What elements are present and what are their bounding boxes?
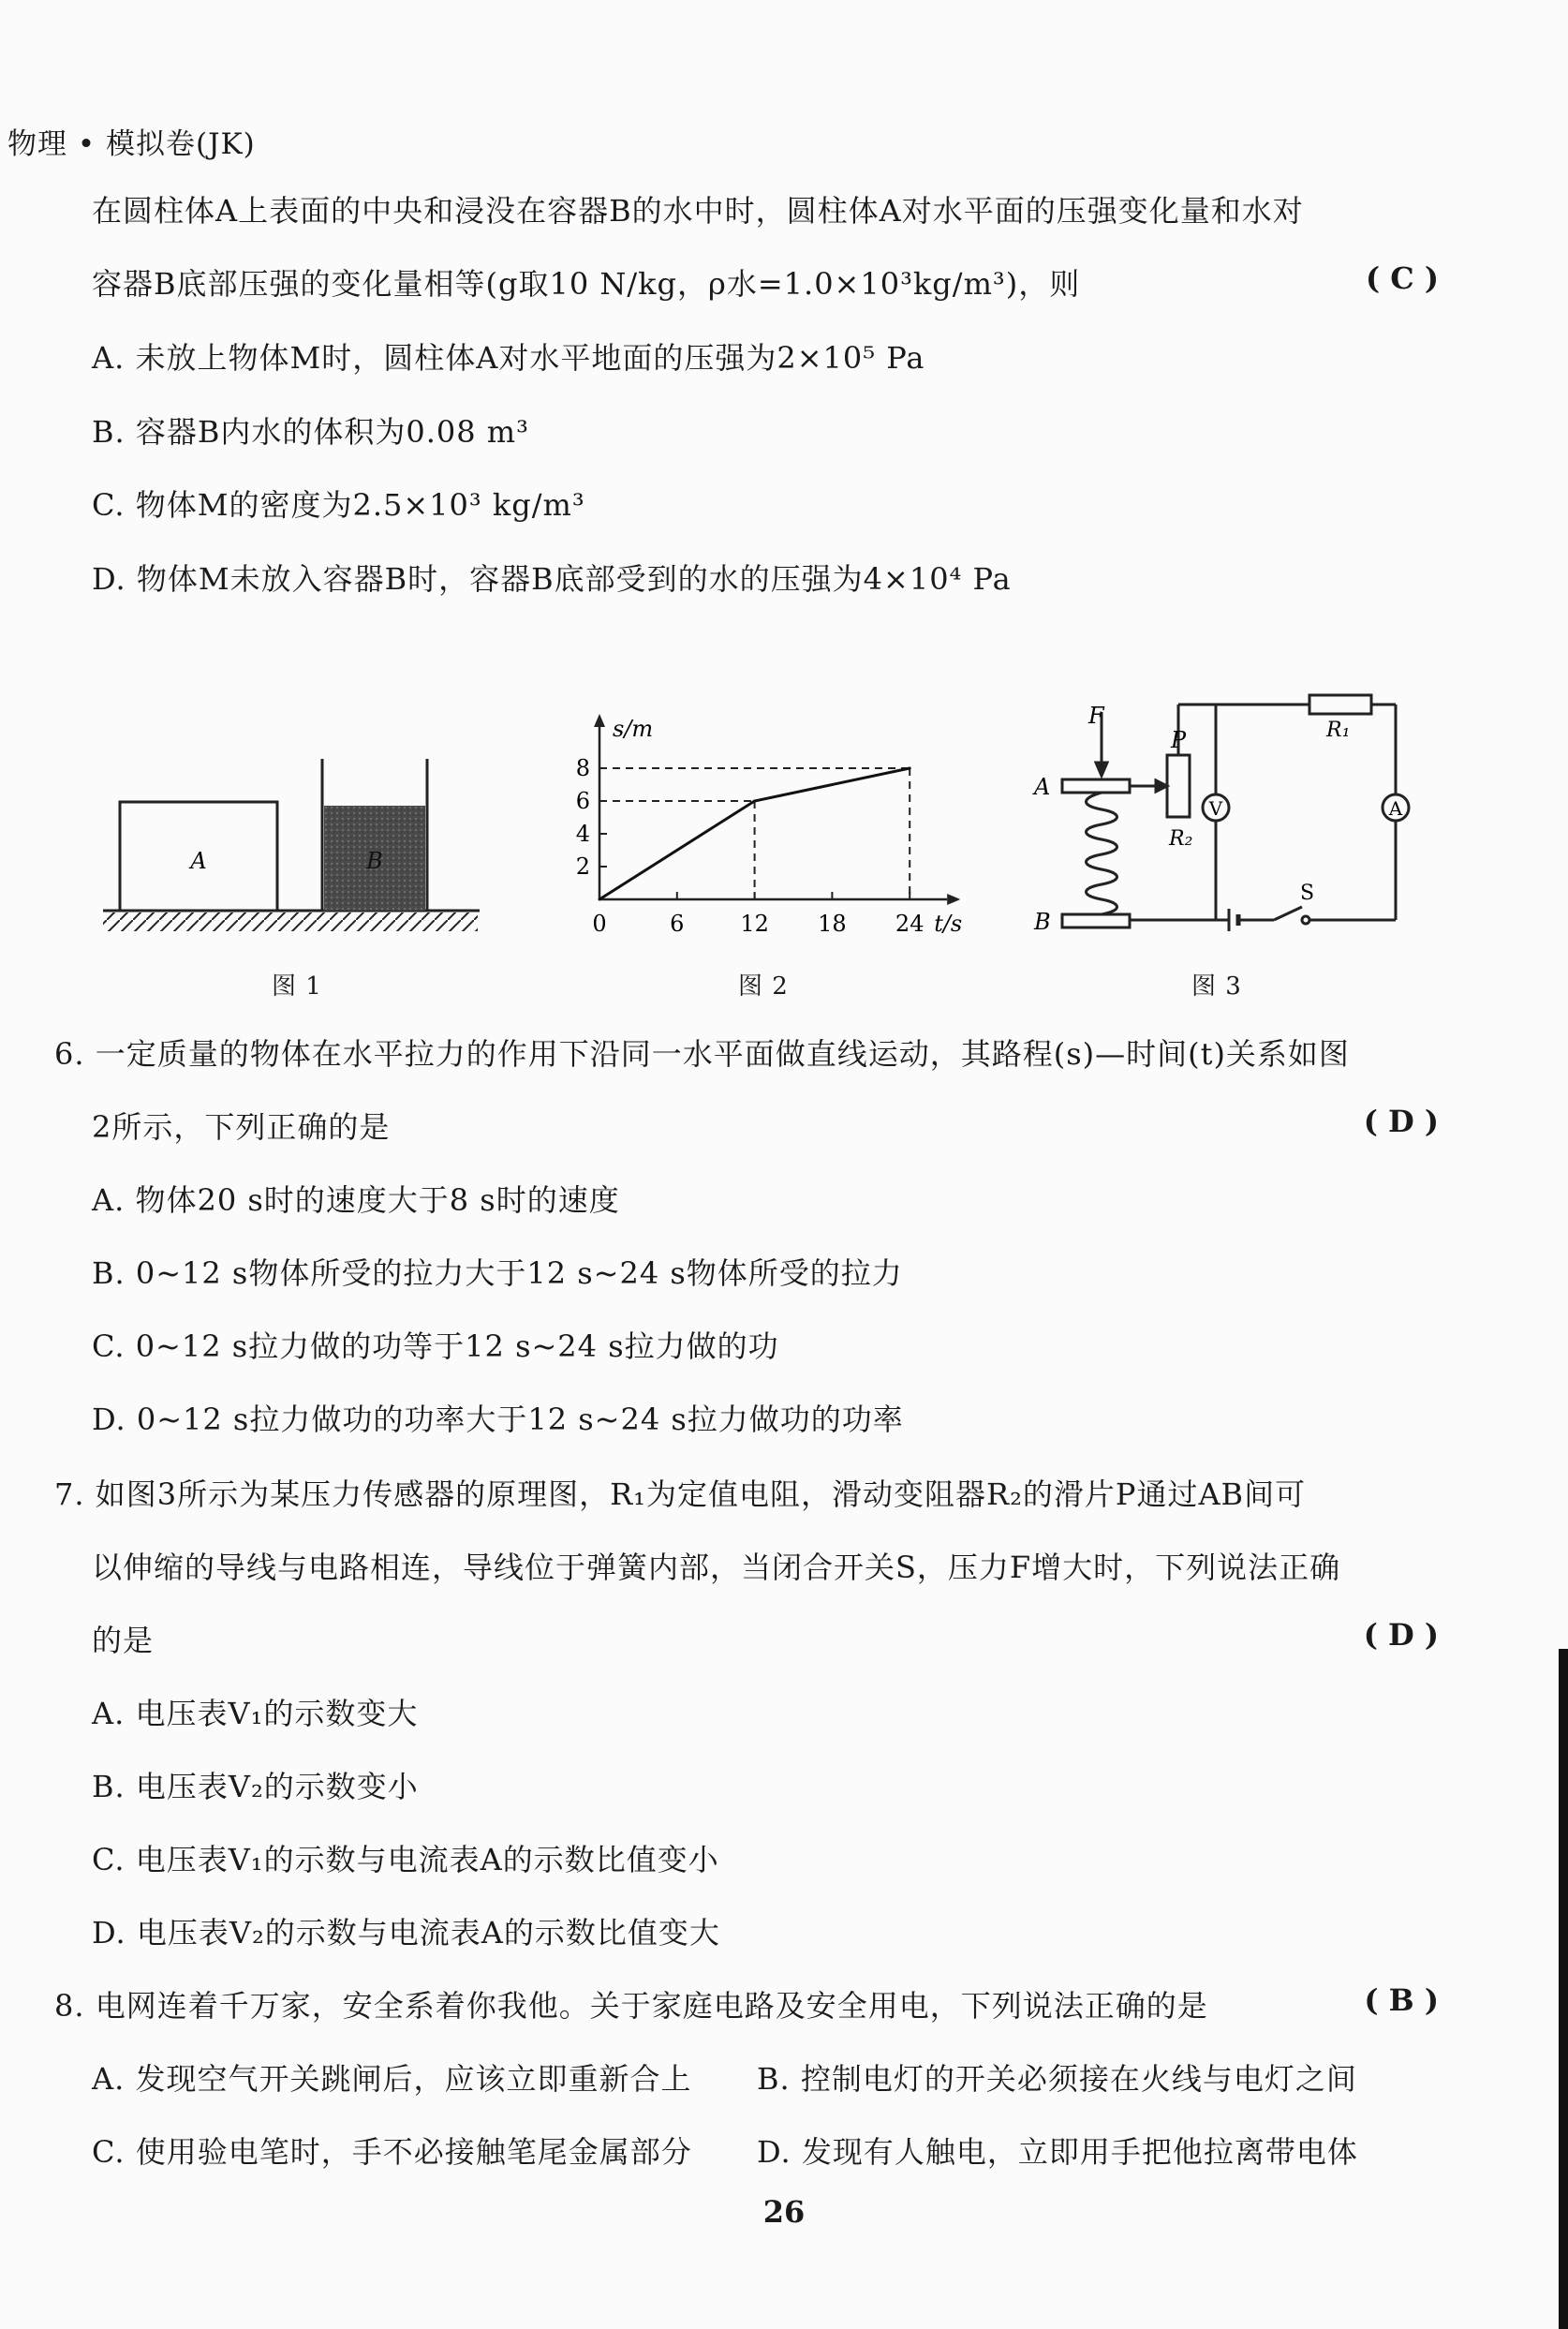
voltmeter-label: V: [1208, 797, 1223, 820]
page-header: 物理 • 模拟卷(JK): [7, 127, 256, 161]
resistor-r2-label: R₂: [1169, 827, 1193, 851]
q6-option-d: D. 0~12 s拉力做功的功率大于12 s~24 s拉力做功的功率: [92, 1402, 904, 1437]
q5-line2: 容器B底部压强的变化量相等(g取10 N/kg，ρ水=1.0×10³kg/m³)，则: [92, 266, 1081, 302]
y-axis-label: s/m: [613, 716, 654, 742]
q8-answer: ( B ): [1364, 1982, 1439, 2018]
q5-answer: ( C ): [1365, 260, 1439, 296]
plate-a: [1062, 779, 1130, 793]
slider-p-arrow: [1156, 780, 1167, 792]
resistor-r2: [1167, 755, 1190, 817]
q6-option-a: A. 物体20 s时的速度大于8 s时的速度: [92, 1182, 620, 1218]
q5-option-d: D. 物体M未放入容器B时，容器B底部受到的水的压强为4×10⁴ Pa: [92, 561, 1012, 597]
q7-option-b: B. 电压表V₂的示数变小: [92, 1769, 419, 1804]
q7-option-d: D. 电压表V₂的示数与电流表A的示数比值变大: [92, 1915, 720, 1951]
cylinder-a-label: A: [190, 848, 207, 874]
x-axis-arrow: [947, 894, 960, 905]
x-tick-label-0: 0: [592, 911, 607, 937]
q8-option-c: C. 使用验电笔时，手不必接触笔尾金属部分: [92, 2134, 692, 2170]
spring: [1087, 793, 1117, 914]
switch-lever: [1274, 907, 1302, 920]
q5-line1: 在圆柱体A上表面的中央和浸没在容器B的水中时，圆柱体A对水平面的压强变化量和水对: [92, 193, 1304, 229]
q6-option-c: C. 0~12 s拉力做的功等于12 s~24 s拉力做的功: [92, 1328, 779, 1364]
y-axis-arrow: [594, 714, 605, 727]
q8-option-a: A. 发现空气开关跳闸后，应该立即重新合上: [92, 2061, 692, 2097]
switch-label: S: [1300, 882, 1315, 905]
q7-line2: 以伸缩的导线与电路相连，导线位于弹簧内部，当闭合开关S，压力F增大时，下列说法正确: [92, 1550, 1341, 1585]
plate-b-label: B: [1034, 909, 1051, 935]
figure-3-circuit: [1021, 675, 1414, 946]
plate-b: [1062, 914, 1130, 927]
q7-line3: 的是: [92, 1623, 155, 1658]
q7-option-a: A. 电压表V₁的示数变大: [92, 1696, 419, 1731]
y-tick-label-6: 6: [575, 788, 590, 814]
ammeter-label: A: [1388, 797, 1403, 820]
q7-option-c: C. 电压表V₁的示数与电流表A的示数比值变小: [92, 1842, 719, 1877]
q5-option-c: C. 物体M的密度为2.5×10³ kg/m³: [92, 487, 585, 523]
plate-a-label: A: [1034, 774, 1051, 800]
x-axis-label: t/s: [934, 911, 963, 937]
q8-line1: 8. 电网连着千万家，安全系着你我他。关于家庭电路及安全用电，下列说法正确的是: [54, 1988, 1208, 2024]
force-arrow-head: [1096, 763, 1107, 776]
ground-hatch: [103, 912, 478, 931]
q6-answer: ( D ): [1363, 1104, 1439, 1139]
q6-option-b: B. 0~12 s物体所受的拉力大于12 s~24 s物体所受的拉力: [92, 1255, 903, 1291]
q5-option-a: A. 未放上物体M时，圆柱体A对水平地面的压强为2×10⁵ Pa: [92, 340, 925, 376]
slider-label: P: [1171, 727, 1187, 753]
page-number: 26: [762, 2194, 806, 2230]
q8-option-b: B. 控制电灯的开关必须接在火线与电灯之间: [757, 2061, 1357, 2097]
data-point-24: [909, 767, 911, 770]
q6-line2: 2所示，下列正确的是: [92, 1109, 391, 1145]
figure-2-caption: 图 2: [738, 972, 789, 1001]
q8-option-d: D. 发现有人触电，立即用手把他拉离带电体: [757, 2134, 1358, 2170]
resistor-r1: [1309, 695, 1371, 714]
q7-line1: 7. 如图3所示为某压力传感器的原理图，R₁为定值电阻，滑动变阻器R₂的滑片P通过AB间可: [54, 1476, 1307, 1512]
resistor-r1-label: R₁: [1326, 719, 1351, 742]
x-tick-label-24: 24: [895, 911, 925, 937]
y-tick-label-4: 4: [575, 821, 590, 847]
figure-1: [94, 749, 487, 937]
container-b-label: B: [366, 848, 383, 874]
data-point-0: [599, 898, 601, 901]
x-tick-label-6: 6: [670, 911, 685, 937]
figure-2-chart: [553, 618, 965, 937]
x-tick-label-18: 18: [818, 911, 847, 937]
q5-option-b: B. 容器B内水的体积为0.08 m³: [92, 414, 529, 450]
figure-3-caption: 图 3: [1191, 972, 1242, 1001]
force-label: F: [1088, 703, 1104, 729]
x-tick-label-12: 12: [740, 911, 769, 937]
switch-contact: [1302, 916, 1309, 924]
figure-1-caption: 图 1: [272, 972, 322, 1001]
y-tick-label-2: 2: [575, 853, 590, 880]
q7-answer: ( D ): [1363, 1617, 1439, 1653]
q6-line1: 6. 一定质量的物体在水平拉力的作用下沿同一水平面做直线运动，其路程(s)—时间(t)关系如图: [54, 1036, 1350, 1072]
data-point-12: [753, 800, 756, 803]
y-tick-label-8: 8: [575, 755, 590, 781]
